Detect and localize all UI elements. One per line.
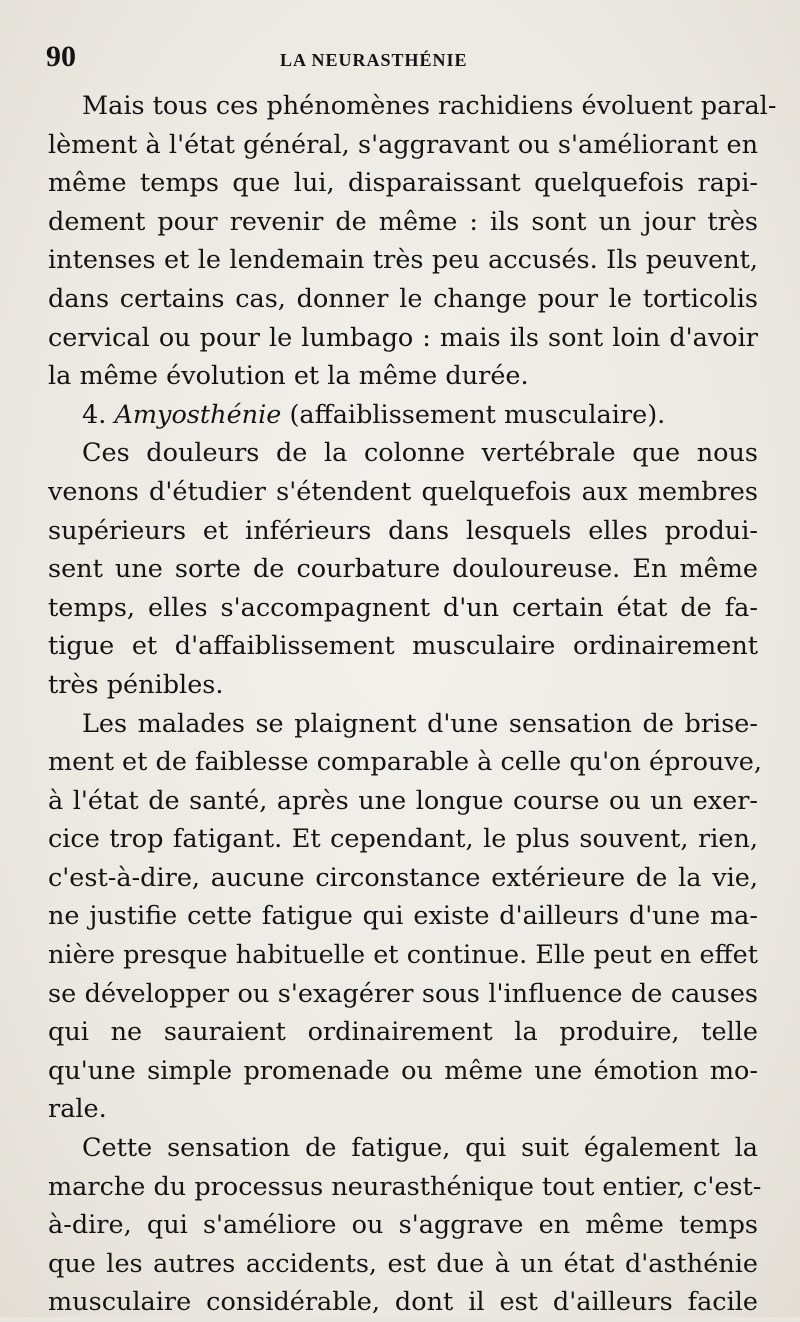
text-line: intenses et le lendemain très peu accusés. Ils peuvent, <box>48 245 758 276</box>
paragraph-3 <box>48 705 762 1130</box>
text-line: Ces douleurs de la colonne vertébrale que nous <box>82 438 758 469</box>
text-line: Cette sensation de fatigue, qui suit également la <box>82 1133 758 1164</box>
running-title: LA NEURASTHÉNIE <box>280 50 468 70</box>
text-line: très pénibles. <box>48 669 224 700</box>
paragraph-4 <box>48 1129 762 1322</box>
text-line: venons d'étudier s'étendent quelquefois aux membres <box>48 476 758 507</box>
text-line: lèment à l'état général, s'aggravant ou s'améliorant en <box>48 129 758 160</box>
body-text <box>48 87 777 1322</box>
paragraph-2 <box>48 434 758 704</box>
text-line: cervical ou pour le lumbago : mais ils sont loin d'avoir <box>48 322 758 353</box>
text-line: ment et de faiblesse comparable à celle qu'on éprouve, <box>48 747 762 778</box>
text-line: Mais tous ces phénomènes rachidiens évoluent paral- <box>82 91 777 121</box>
paragraph-1 <box>48 87 777 396</box>
page-number: 90 <box>46 40 76 73</box>
text-line: dement pour revenir de même : ils sont un jour très <box>48 206 758 237</box>
section-number: 4. <box>82 399 107 430</box>
text-line: la même évolution et la même durée. <box>48 361 529 392</box>
text-line: marche du processus neurasthénique tout entier, c'est- <box>48 1171 762 1202</box>
text-line: sent une sorte de courbature douloureuse. En même <box>48 554 758 585</box>
text-line: musculaire considérable, dont il est d'ailleurs facile <box>48 1287 758 1318</box>
text-line: même temps que lui, disparaissant quelquefois rapi- <box>48 168 758 199</box>
text-line: ne justifie cette fatigue qui existe d'ailleurs d'une ma- <box>48 901 758 932</box>
text-line: c'est-à-dire, aucune circonstance extérieure de la vie, <box>48 862 758 893</box>
text-line: nière presque habituelle et continue. Elle peut en effet <box>48 940 758 971</box>
text-line: cice trop fatigant. Et cependant, le plus souvent, rien, <box>48 824 758 855</box>
text-line: rale. <box>48 1094 107 1125</box>
text-line: qui ne sauraient ordinairement la produire, telle <box>48 1017 758 1048</box>
text-line: supérieurs et inférieurs dans lesquels elles produi- <box>48 515 758 546</box>
text-line: se développer ou s'exagérer sous l'influence de causes <box>48 978 758 1009</box>
text-line: qu'une simple promenade ou même une émotion mo- <box>48 1055 758 1086</box>
text-line: Les malades se plaignent d'une sensation de brise- <box>82 708 758 739</box>
text-line: temps, elles s'accompagnent d'un certain état de fa- <box>48 592 758 623</box>
text-line: à l'état de santé, après une longue course ou un exer- <box>48 785 758 816</box>
section-title: Amyosthénie <box>114 399 282 430</box>
running-head <box>40 40 760 80</box>
text-line: tigue et d'affaiblissement musculaire ordinairement <box>48 631 758 662</box>
text-line: que les autres accidents, est due à un état d'asthénie <box>48 1248 758 1279</box>
text-line: dans certains cas, donner le change pour le torticolis <box>48 283 758 314</box>
section-heading <box>48 396 758 435</box>
text-line: à-dire, qui s'améliore ou s'aggrave en même temps <box>48 1210 758 1241</box>
section-subtitle: (affaiblissement musculaire). <box>289 399 666 430</box>
